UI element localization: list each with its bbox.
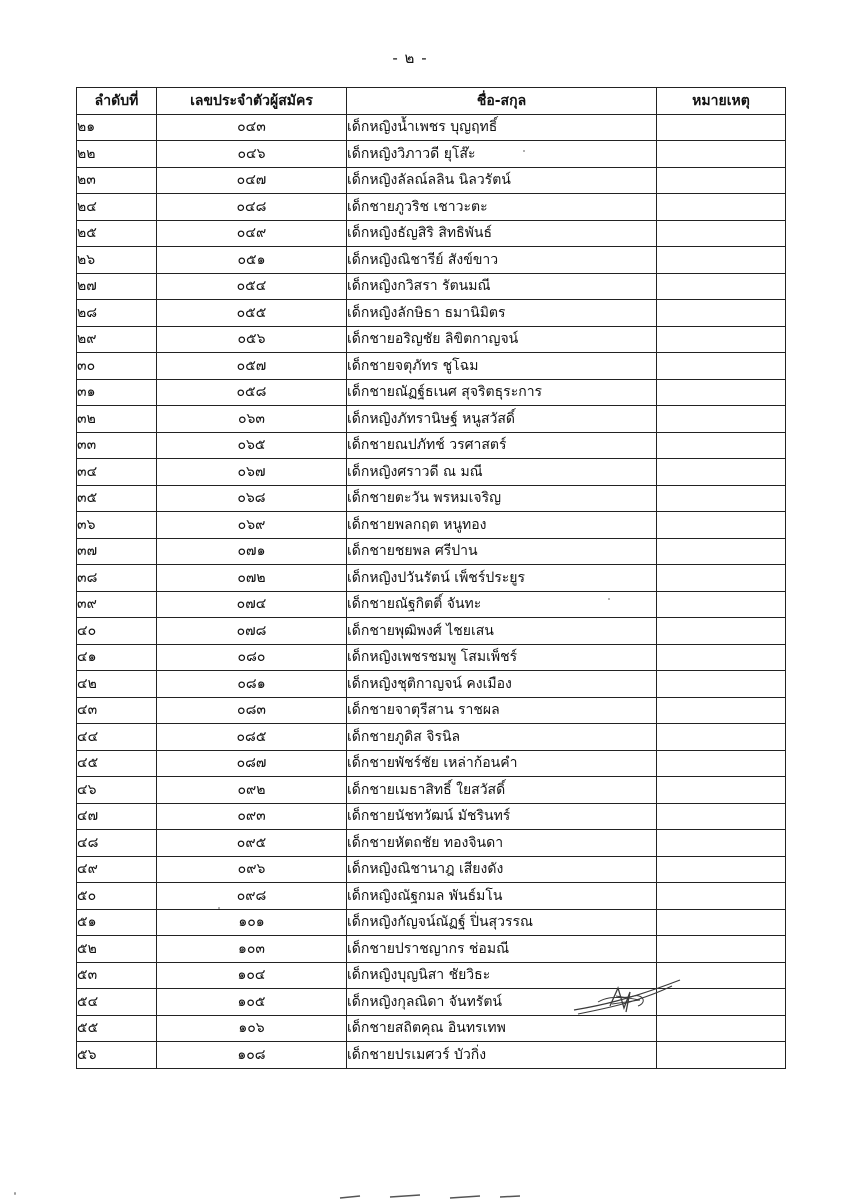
name-cell: เด็กชายณัฏฐ์ธเนศ สุจริตธุระการ xyxy=(347,379,657,406)
seq-cell: ๓๒ xyxy=(77,406,157,433)
seq-cell: ๒๓ xyxy=(77,167,157,194)
applicant-no-cell: ๑๐๕ xyxy=(157,989,347,1016)
remark-cell xyxy=(657,512,786,539)
name-cell: เด็กชายตะวัน พรหมเจริญ xyxy=(347,485,657,512)
table-row xyxy=(77,194,786,221)
applicant-no-cell: ๐๘๐ xyxy=(157,644,347,671)
table-row xyxy=(77,618,786,645)
table-row xyxy=(77,644,786,671)
remark-cell xyxy=(657,909,786,936)
applicant-no-cell: ๐๕๕ xyxy=(157,300,347,327)
name-cell: เด็กหญิงลัลณ์ลลิน นิลวรัตน์ xyxy=(347,167,657,194)
applicant-no-cell: ๐๘๕ xyxy=(157,724,347,751)
name-cell: เด็กหญิงน้ำเพชร บุญฤทธิ์ xyxy=(347,114,657,141)
page-number: - ๒ - xyxy=(392,49,428,67)
name-cell: เด็กชายเมธาสิทธิ์ ใยสวัสดิ์ xyxy=(347,777,657,804)
table-row xyxy=(77,220,786,247)
table-row xyxy=(77,856,786,883)
applicant-no-cell: ๑๐๓ xyxy=(157,936,347,963)
table-row xyxy=(77,671,786,698)
remark-cell xyxy=(657,777,786,804)
remark-cell xyxy=(657,353,786,380)
applicant-no-cell: ๑๐๘ xyxy=(157,1042,347,1069)
table-row xyxy=(77,830,786,857)
seq-cell: ๓๖ xyxy=(77,512,157,539)
name-cell: เด็กหญิงชุติกาญจน์ คงเมือง xyxy=(347,671,657,698)
name-cell: เด็กชายพุฒิพงศ์ ไชยเสน xyxy=(347,618,657,645)
remark-cell xyxy=(657,167,786,194)
seq-cell: ๓๙ xyxy=(77,591,157,618)
header-seq: ลำดับที่ xyxy=(77,88,157,115)
name-cell: เด็กชายปรเมศวร์ บัวกิ่ง xyxy=(347,1042,657,1069)
seq-cell: ๕๑ xyxy=(77,909,157,936)
table-row xyxy=(77,512,786,539)
applicant-no-cell: ๐๗๑ xyxy=(157,538,347,565)
name-cell: เด็กชายณปภัทช์ วรศาสตร์ xyxy=(347,432,657,459)
name-cell: เด็กชายณัฐกิตติ์ จันทะ xyxy=(347,591,657,618)
remark-cell xyxy=(657,194,786,221)
table-row xyxy=(77,167,786,194)
remark-cell xyxy=(657,565,786,592)
name-cell: เด็กชายภูดิส จิรนิล xyxy=(347,724,657,751)
applicant-no-cell: ๐๗๒ xyxy=(157,565,347,592)
name-cell: เด็กหญิงภัทรานิษฐ์ หนูสวัสดิ์ xyxy=(347,406,657,433)
name-cell: เด็กหญิงกัญจน์ณัฏฐ์ ปิ่นสุวรรณ xyxy=(347,909,657,936)
table-row xyxy=(77,909,786,936)
applicant-no-cell: ๐๙๖ xyxy=(157,856,347,883)
name-cell: เด็กชายภูวริช เชาวะตะ xyxy=(347,194,657,221)
name-cell: เด็กชายอริญชัย ลิขิตกาญจน์ xyxy=(347,326,657,353)
applicant-no-cell: ๐๗๘ xyxy=(157,618,347,645)
remark-cell xyxy=(657,432,786,459)
remark-cell xyxy=(657,459,786,486)
applicant-no-cell: ๐๙๕ xyxy=(157,830,347,857)
header-row xyxy=(77,88,786,115)
applicant-no-cell: ๑๐๑ xyxy=(157,909,347,936)
seq-cell: ๔๓ xyxy=(77,697,157,724)
remark-cell xyxy=(657,883,786,910)
remark-cell xyxy=(657,697,786,724)
seq-cell: ๓๔ xyxy=(77,459,157,486)
applicant-no-cell: ๐๕๑ xyxy=(157,247,347,274)
paper-speck xyxy=(523,150,525,152)
name-cell: เด็กชายปราชญากร ช่อมณี xyxy=(347,936,657,963)
table-row xyxy=(77,936,786,963)
applicant-no-cell: ๐๘๗ xyxy=(157,750,347,777)
applicant-no-cell: ๐๕๘ xyxy=(157,379,347,406)
remark-cell xyxy=(657,485,786,512)
remark-cell xyxy=(657,1015,786,1042)
paper-speck xyxy=(14,1192,16,1195)
seq-cell: ๓๑ xyxy=(77,379,157,406)
remark-cell xyxy=(657,406,786,433)
table-header xyxy=(77,88,786,115)
seq-cell: ๒๙ xyxy=(77,326,157,353)
name-cell: เด็กชายพลกฤต หนูทอง xyxy=(347,512,657,539)
seq-cell: ๓๗ xyxy=(77,538,157,565)
remark-cell xyxy=(657,1042,786,1069)
table-row xyxy=(77,538,786,565)
remark-cell xyxy=(657,379,786,406)
header-remark: หมายเหตุ xyxy=(657,88,786,115)
name-cell: เด็กหญิงวิภาวดี ยุโส๊ะ xyxy=(347,141,657,168)
seq-cell: ๕๖ xyxy=(77,1042,157,1069)
seq-cell: ๔๑ xyxy=(77,644,157,671)
name-cell: เด็กชายจาตุรีสาน ราชผล xyxy=(347,697,657,724)
applicant-no-cell: ๐๖๗ xyxy=(157,459,347,486)
remark-cell xyxy=(657,326,786,353)
remark-cell xyxy=(657,591,786,618)
name-cell: เด็กชายจตุภัทร ชูโฉม xyxy=(347,353,657,380)
remark-cell xyxy=(657,141,786,168)
name-cell: เด็กหญิงปวันรัตน์ เพ็ชร์ประยูร xyxy=(347,565,657,592)
seq-cell: ๔๖ xyxy=(77,777,157,804)
applicant-no-cell: ๐๙๓ xyxy=(157,803,347,830)
applicant-no-cell: ๐๖๘ xyxy=(157,485,347,512)
seq-cell: ๓๕ xyxy=(77,485,157,512)
table-row xyxy=(77,432,786,459)
table-row xyxy=(77,777,786,804)
table-row xyxy=(77,459,786,486)
applicant-no-cell: ๐๙๘ xyxy=(157,883,347,910)
seq-cell: ๒๒ xyxy=(77,141,157,168)
seq-cell: ๓๘ xyxy=(77,565,157,592)
table-row xyxy=(77,724,786,751)
applicant-no-cell: ๐๖๙ xyxy=(157,512,347,539)
name-cell: เด็กหญิงกวิสรา รัตนมณี xyxy=(347,273,657,300)
paper-speck xyxy=(218,907,220,909)
seq-cell: ๔๒ xyxy=(77,671,157,698)
name-cell: เด็กชายนัชทวัฒน์ มัชรินทร์ xyxy=(347,803,657,830)
seq-cell: ๒๘ xyxy=(77,300,157,327)
applicant-no-cell: ๑๐๖ xyxy=(157,1015,347,1042)
applicant-no-cell: ๐๕๖ xyxy=(157,326,347,353)
seq-cell: ๕๔ xyxy=(77,989,157,1016)
seq-cell: ๔๔ xyxy=(77,724,157,751)
table-row xyxy=(77,803,786,830)
remark-cell xyxy=(657,538,786,565)
name-cell: เด็กชายหัตถชัย ทองจินดา xyxy=(347,830,657,857)
table-row xyxy=(77,353,786,380)
name-cell: เด็กหญิงเพชรชมพู โสมเพ็ชร์ xyxy=(347,644,657,671)
seq-cell: ๒๖ xyxy=(77,247,157,274)
table-row xyxy=(77,883,786,910)
table-row xyxy=(77,141,786,168)
seq-cell: ๓๐ xyxy=(77,353,157,380)
applicant-no-cell: ๐๔๖ xyxy=(157,141,347,168)
seq-cell: ๒๗ xyxy=(77,273,157,300)
seq-cell: ๕๒ xyxy=(77,936,157,963)
name-cell: เด็กหญิงกุลณิดา จันทรัตน์ xyxy=(347,989,657,1016)
applicant-no-cell: ๐๔๙ xyxy=(157,220,347,247)
table-row xyxy=(77,485,786,512)
remark-cell xyxy=(657,247,786,274)
applicant-no-cell: ๐๙๒ xyxy=(157,777,347,804)
name-cell: เด็กหญิงลักษิธา ธมานิมิตร xyxy=(347,300,657,327)
remark-cell xyxy=(657,273,786,300)
name-cell: เด็กหญิงณิชานาฎ เสียงดัง xyxy=(347,856,657,883)
applicant-no-cell: ๐๗๔ xyxy=(157,591,347,618)
seq-cell: ๔๐ xyxy=(77,618,157,645)
remark-cell xyxy=(657,644,786,671)
seq-cell: ๒๑ xyxy=(77,114,157,141)
applicant-no-cell: ๑๐๔ xyxy=(157,962,347,989)
remark-cell xyxy=(657,671,786,698)
remark-cell xyxy=(657,114,786,141)
remark-cell xyxy=(657,856,786,883)
table-row xyxy=(77,1015,786,1042)
seq-cell: ๓๓ xyxy=(77,432,157,459)
name-cell: เด็กหญิงบุญนิสา ชัยวิธะ xyxy=(347,962,657,989)
table-row xyxy=(77,750,786,777)
seq-cell: ๕๐ xyxy=(77,883,157,910)
table-row xyxy=(77,326,786,353)
table-body xyxy=(77,114,786,1068)
seq-cell: ๔๙ xyxy=(77,856,157,883)
seq-cell: ๕๕ xyxy=(77,1015,157,1042)
name-cell: เด็กชายสถิตคุณ อินทรเทพ xyxy=(347,1015,657,1042)
seq-cell: ๔๗ xyxy=(77,803,157,830)
applicant-no-cell: ๐๔๓ xyxy=(157,114,347,141)
applicant-no-cell: ๐๕๗ xyxy=(157,353,347,380)
header-applicant-no: เลขประจำตัวผู้สมัคร xyxy=(157,88,347,115)
applicant-no-cell: ๐๔๗ xyxy=(157,167,347,194)
remark-cell xyxy=(657,618,786,645)
remark-cell xyxy=(657,220,786,247)
remark-cell xyxy=(657,724,786,751)
applicant-no-cell: ๐๖๓ xyxy=(157,406,347,433)
table-row xyxy=(77,300,786,327)
header-name: ชื่อ-สกุล xyxy=(347,88,657,115)
table-row xyxy=(77,697,786,724)
table-row xyxy=(77,1042,786,1069)
remark-cell xyxy=(657,750,786,777)
name-cell: เด็กชายชยพล ศรีปาน xyxy=(347,538,657,565)
name-cell: เด็กหญิงณิชารีย์ สังข์ขาว xyxy=(347,247,657,274)
applicant-no-cell: ๐๖๕ xyxy=(157,432,347,459)
table-row xyxy=(77,406,786,433)
signature-mark xyxy=(568,972,688,1018)
applicant-no-cell: ๐๕๔ xyxy=(157,273,347,300)
name-cell: เด็กหญิงธัญสิริ สิทธิพันธ์ xyxy=(347,220,657,247)
table-row xyxy=(77,247,786,274)
remark-cell xyxy=(657,936,786,963)
name-cell: เด็กหญิงศราวดี ณ มณี xyxy=(347,459,657,486)
remark-cell xyxy=(657,830,786,857)
remark-cell xyxy=(657,300,786,327)
seq-cell: ๒๔ xyxy=(77,194,157,221)
table-row xyxy=(77,591,786,618)
applicant-table xyxy=(76,87,786,1069)
applicant-no-cell: ๐๘๑ xyxy=(157,671,347,698)
seq-cell: ๒๕ xyxy=(77,220,157,247)
applicant-no-cell: ๐๔๘ xyxy=(157,194,347,221)
applicant-no-cell: ๐๘๓ xyxy=(157,697,347,724)
seq-cell: ๔๘ xyxy=(77,830,157,857)
cropped-footer-fragment xyxy=(330,1192,530,1200)
seq-cell: ๔๕ xyxy=(77,750,157,777)
paper-speck xyxy=(608,598,610,600)
table-row xyxy=(77,565,786,592)
table-row xyxy=(77,379,786,406)
name-cell: เด็กหญิงณัฐกมล พันธ์มโน xyxy=(347,883,657,910)
name-cell: เด็กชายพัชร์ชัย เหล่าก้อนคำ xyxy=(347,750,657,777)
remark-cell xyxy=(657,803,786,830)
table-row xyxy=(77,273,786,300)
table-row xyxy=(77,114,786,141)
seq-cell: ๕๓ xyxy=(77,962,157,989)
